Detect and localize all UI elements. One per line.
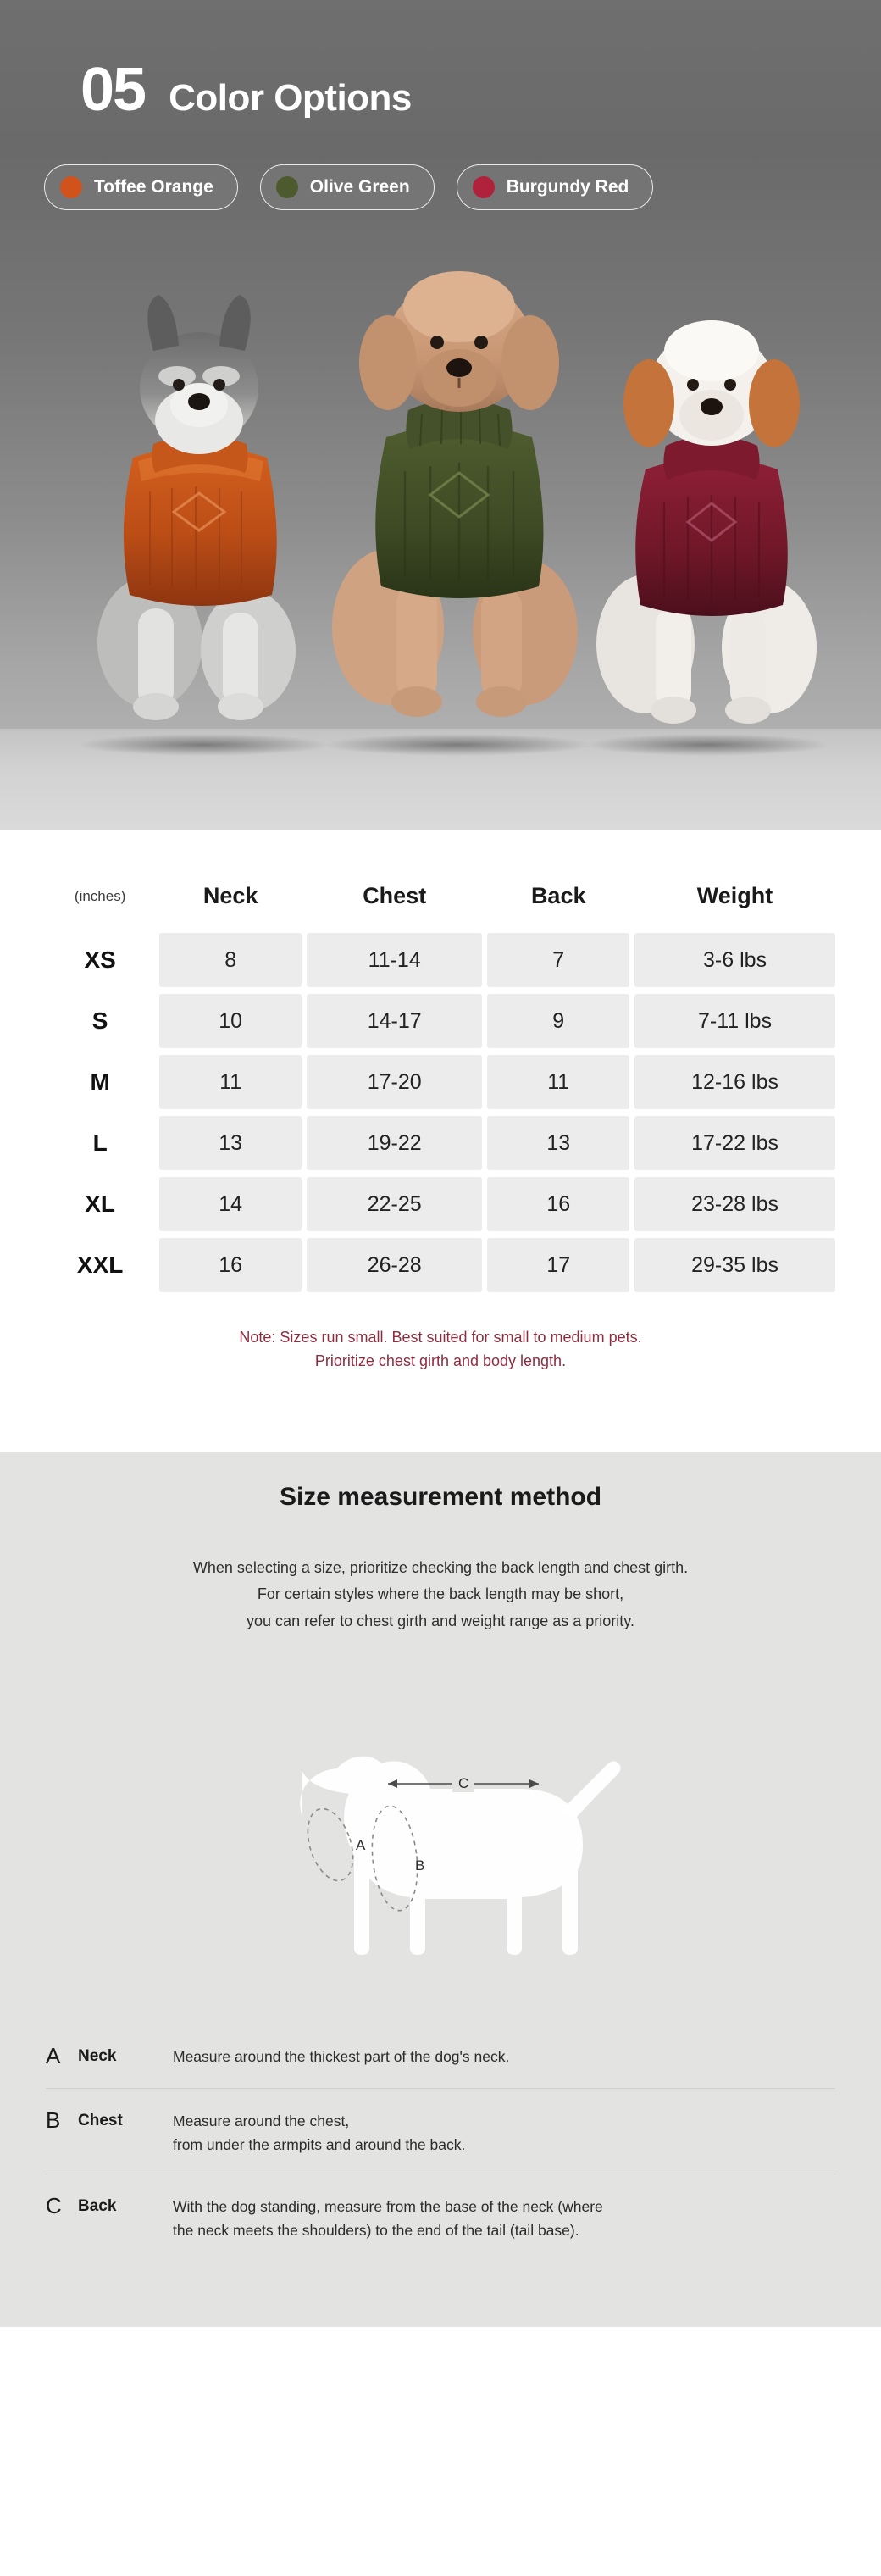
color-swatch-icon <box>276 176 298 198</box>
color-chip-olive-green[interactable] <box>260 164 435 210</box>
cell-back: 11 <box>487 1055 629 1109</box>
measurement-description-line-1: When selecting a size, prioritize checking the back length and chest girth. <box>192 1558 689 1576</box>
color-chip-toffee-orange[interactable] <box>44 164 238 210</box>
table-row <box>46 933 835 987</box>
legend-item-neck <box>46 2024 835 2088</box>
legend-desc-neck-line-1: Measure around the thickest part of the dog's neck. <box>173 2048 510 2066</box>
legend-letter-b: B <box>46 2107 61 2134</box>
measurement-diagram <box>220 1668 661 1990</box>
cell-back: 13 <box>487 1116 629 1170</box>
measurement-legend <box>0 1999 881 2310</box>
cell-neck: 11 <box>159 1055 302 1109</box>
cell-neck: 8 <box>159 933 302 987</box>
cell-weight: 3-6 lbs <box>634 933 835 987</box>
cell-weight: 23-28 lbs <box>634 1177 835 1231</box>
dog-photo-burgundy-red <box>585 295 839 752</box>
cell-back: 16 <box>487 1177 629 1231</box>
legend-term-neck: Neck <box>78 2047 117 2066</box>
table-row <box>46 1177 835 1231</box>
section-curve-divider <box>0 1413 881 1452</box>
cell-weight: 12-16 lbs <box>634 1055 835 1109</box>
cell-neck: 16 <box>159 1238 302 1292</box>
color-swatch-icon <box>60 176 82 198</box>
legend-desc-neck <box>173 2041 835 2068</box>
row-size-label: L <box>92 1130 108 1156</box>
table-row <box>46 1055 835 1109</box>
column-header-chest: Chest <box>363 883 427 908</box>
legend-item-back <box>46 2174 835 2259</box>
cell-chest: 19-22 <box>307 1116 482 1170</box>
legend-term-back: Back <box>78 2197 117 2216</box>
measurement-description-line-3: you can refer to chest girth and weight range as a priority. <box>247 1612 634 1629</box>
size-chart-table <box>41 864 840 1299</box>
legend-desc-back-line-1: With the dog standing, measure from the base of the neck (where <box>173 2198 603 2216</box>
color-chip-label: Burgundy Red <box>506 177 629 197</box>
measurement-description <box>0 1555 881 1635</box>
measurement-title: Size measurement method <box>279 1482 602 1511</box>
table-row <box>46 994 835 1048</box>
color-option-list <box>0 120 881 210</box>
row-size-label: S <box>91 1008 108 1034</box>
size-note <box>41 1299 840 1413</box>
page-title: Color Options <box>169 77 412 119</box>
diagram-label-c: C <box>458 1775 469 1792</box>
hero-heading <box>0 0 881 124</box>
column-header-neck: Neck <box>202 883 258 908</box>
size-note-line-2: Prioritize chest girth and body length. <box>314 1352 567 1369</box>
cell-back: 17 <box>487 1238 629 1292</box>
table-header-row <box>46 871 835 926</box>
column-header-unit: (inches) <box>74 887 126 904</box>
diagram-label-a: A <box>356 1837 366 1854</box>
cell-chest: 14-17 <box>307 994 482 1048</box>
cell-neck: 14 <box>159 1177 302 1231</box>
row-size-label: XXL <box>76 1252 124 1278</box>
cell-back: 7 <box>487 933 629 987</box>
section-number: 05 <box>80 56 146 124</box>
cell-back: 9 <box>487 994 629 1048</box>
table-row <box>46 1116 835 1170</box>
legend-term-chest: Chest <box>78 2112 123 2130</box>
legend-desc-chest-line-2: from under the armpits and around the back. <box>173 2136 466 2154</box>
color-swatch-icon <box>473 176 495 198</box>
column-header-weight: Weight <box>696 883 773 908</box>
product-photo <box>0 305 881 830</box>
row-size-label: M <box>90 1069 110 1095</box>
color-chip-label: Olive Green <box>309 177 410 197</box>
diagram-label-b: B <box>415 1857 425 1874</box>
color-chip-label: Toffee Orange <box>94 177 213 197</box>
size-table-section <box>0 830 881 1413</box>
cell-neck: 10 <box>159 994 302 1048</box>
cell-neck: 13 <box>159 1116 302 1170</box>
row-size-label: XL <box>85 1191 116 1217</box>
size-note-line-1: Note: Sizes run small. Best suited for small to medium pets. <box>239 1329 642 1346</box>
cell-weight: 29-35 lbs <box>634 1238 835 1292</box>
color-chip-burgundy-red[interactable] <box>457 164 654 210</box>
measurement-description-line-2: For certain styles where the back length may be short, <box>257 1585 624 1603</box>
legend-letter-a: A <box>46 2043 61 2069</box>
cell-chest: 11-14 <box>307 933 482 987</box>
row-size-label: XS <box>84 947 116 973</box>
dog-photo-olive-green <box>315 244 603 752</box>
cell-weight: 17-22 lbs <box>634 1116 835 1170</box>
cell-chest: 17-20 <box>307 1055 482 1109</box>
table-row <box>46 1238 835 1292</box>
cell-weight: 7-11 lbs <box>634 994 835 1048</box>
legend-desc-chest <box>173 2106 835 2157</box>
dog-photo-toffee-orange <box>72 278 343 752</box>
cell-chest: 22-25 <box>307 1177 482 1231</box>
measurement-section <box>0 1413 881 2327</box>
cell-chest: 26-28 <box>307 1238 482 1292</box>
legend-desc-chest-line-1: Measure around the chest, <box>173 2112 350 2130</box>
legend-desc-back <box>173 2191 835 2242</box>
legend-item-chest <box>46 2088 835 2174</box>
column-header-back: Back <box>530 883 586 908</box>
legend-letter-c: C <box>46 2193 62 2219</box>
legend-desc-back-line-2: the neck meets the shoulders) to the end of the tail (tail base). <box>173 2222 579 2240</box>
hero-section <box>0 0 881 830</box>
